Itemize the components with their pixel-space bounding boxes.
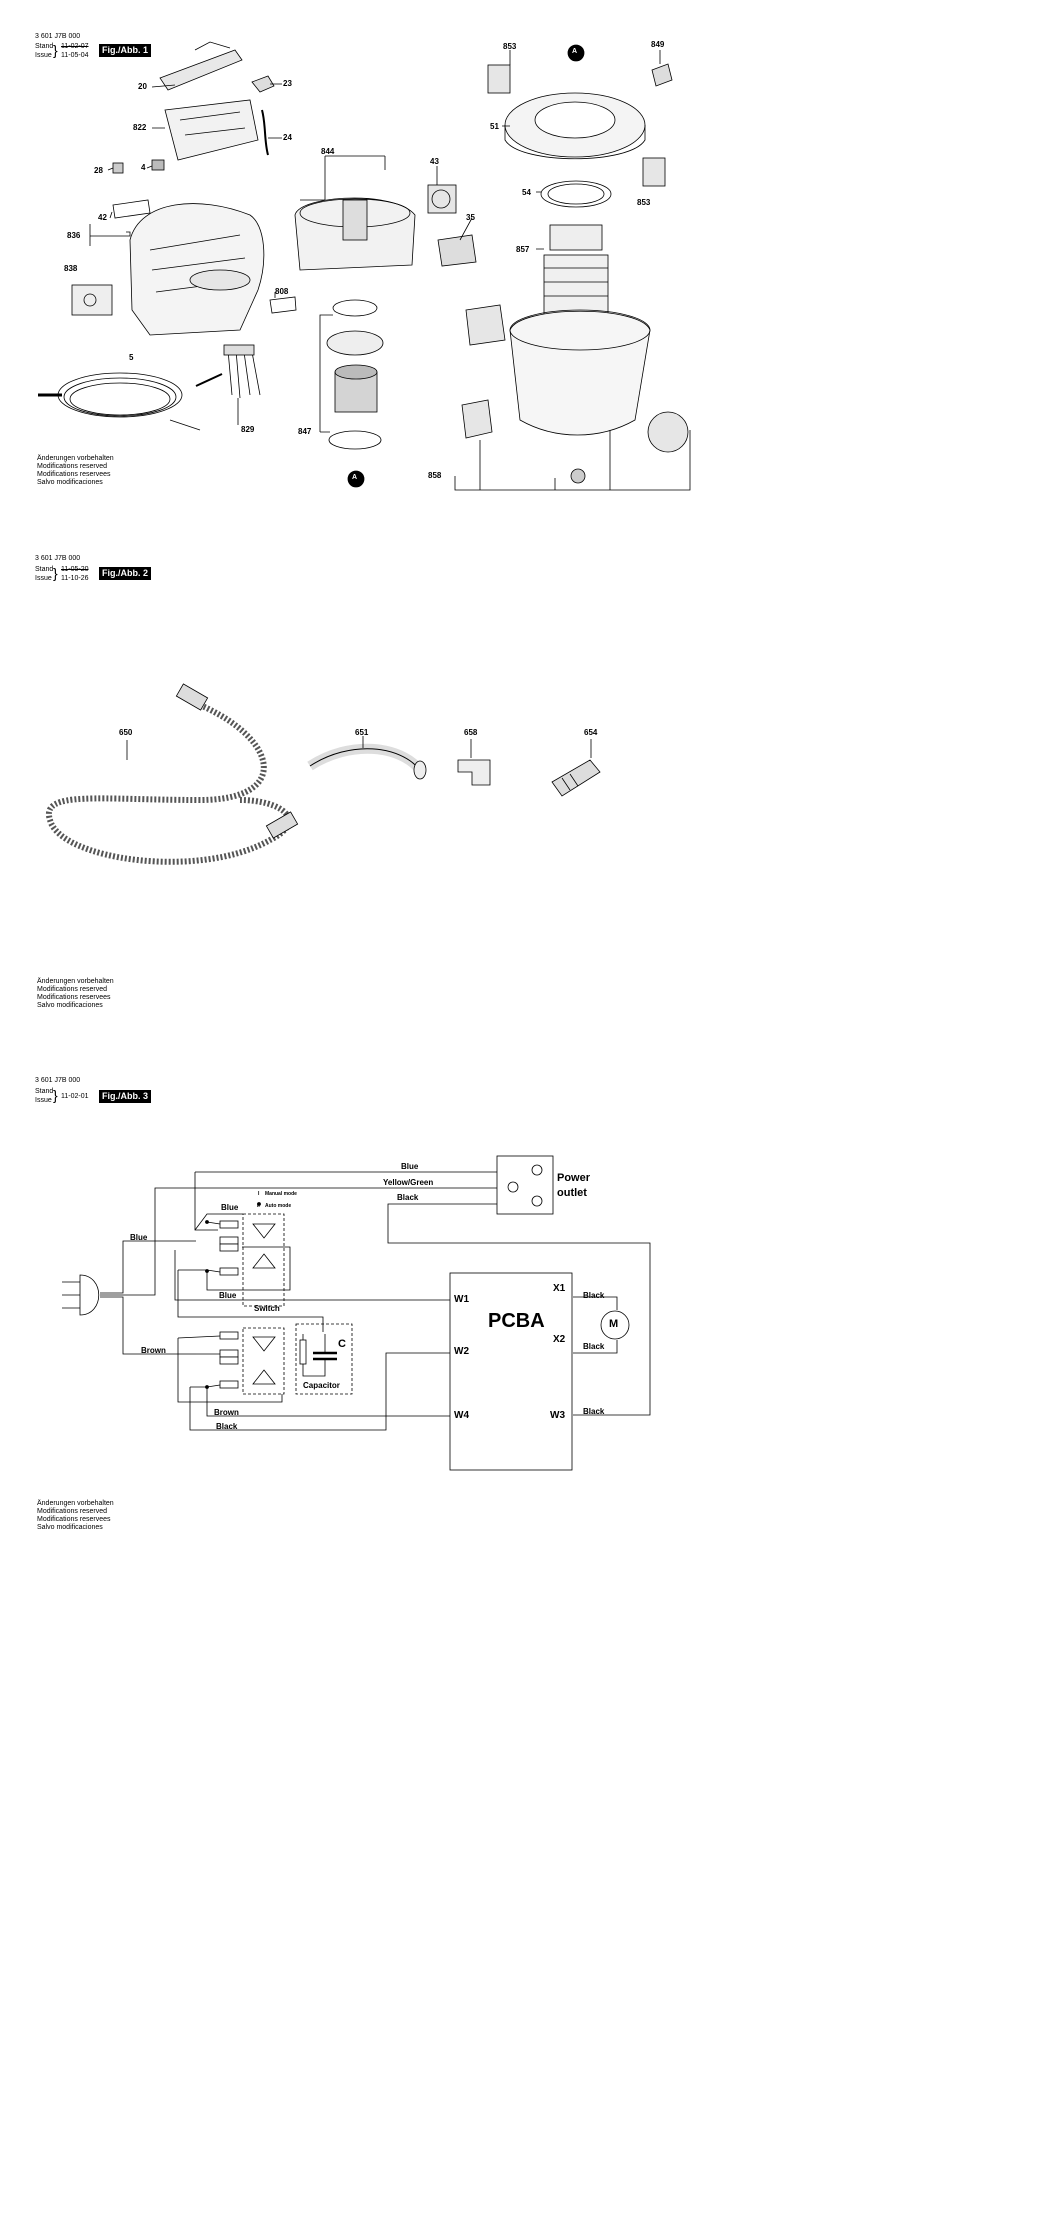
- part-number: 847: [298, 427, 312, 436]
- note-line: Modifications reserved: [37, 463, 108, 470]
- power-outlet-box: [497, 1156, 553, 1214]
- wire-label: Blue: [219, 1291, 237, 1300]
- part-number: 838: [64, 264, 78, 273]
- brace: }: [53, 565, 58, 581]
- fig-label: Fig./Abb. 3: [99, 1090, 151, 1103]
- switch-label: Switch: [254, 1304, 280, 1313]
- motor-label: M: [609, 1318, 619, 1330]
- brace: }: [53, 42, 58, 58]
- capacitor-letter: C: [338, 1338, 346, 1350]
- doc-code: 3 601 J7B 000: [35, 33, 81, 40]
- mode-label: Auto mode: [265, 1203, 292, 1209]
- issue-label: Issue: [35, 575, 52, 582]
- wire-label: Blue: [401, 1162, 419, 1171]
- clip-part: [458, 760, 490, 785]
- capacitor-label: Capacitor: [303, 1381, 340, 1390]
- wire-label: Yellow/Green: [383, 1178, 434, 1187]
- wire-label: Brown: [214, 1408, 239, 1417]
- power-outlet-label: outlet: [557, 1187, 587, 1199]
- pin-label: W3: [550, 1410, 565, 1421]
- issue-label: Issue: [35, 52, 52, 59]
- part-number: 650: [119, 728, 133, 737]
- pin-label: X1: [553, 1283, 566, 1294]
- fig-label: Fig./Abb. 1: [99, 44, 151, 57]
- part-number: 822: [133, 123, 147, 132]
- wire-label: Black: [216, 1422, 238, 1431]
- note-line: Modifications reservees: [37, 1516, 111, 1523]
- wire-label: Black: [583, 1291, 605, 1300]
- marker-a: A: [352, 474, 358, 481]
- issue-date: 11-10-26: [61, 575, 89, 582]
- power-outlet-label: Power: [557, 1172, 591, 1184]
- doc-code: 3 601 J7B 000: [35, 555, 81, 562]
- accessories-drawing: [0, 680, 744, 910]
- part-number: 829: [241, 425, 255, 434]
- hose-part: [49, 705, 289, 862]
- note-line: Salvo modificaciones: [37, 1524, 103, 1531]
- wire-label: Blue: [221, 1203, 239, 1212]
- stand-label: Stand: [35, 1088, 54, 1095]
- stand-label: Stand: [35, 43, 54, 50]
- pin-label: W1: [454, 1294, 469, 1305]
- handle-part: [160, 50, 242, 90]
- part-number: 654: [584, 728, 598, 737]
- part-number: 849: [651, 40, 665, 49]
- note-line: Änderungen vorbehalten: [37, 978, 114, 985]
- part-number: 836: [67, 231, 81, 240]
- mode-label: Manual mode: [265, 1191, 297, 1197]
- note-line: Salvo modificaciones: [37, 1002, 103, 1009]
- note-line: Salvo modificaciones: [37, 479, 103, 486]
- doc-code: 3 601 J7B 000: [35, 1077, 81, 1084]
- part-number: 658: [464, 728, 478, 737]
- fig-label: Fig./Abb. 2: [99, 567, 151, 580]
- brace: }: [53, 1087, 58, 1103]
- bend-pipe: [310, 749, 420, 770]
- part-number: 42: [98, 213, 107, 222]
- pin-label: W2: [454, 1346, 469, 1357]
- part-number: 857: [516, 245, 530, 254]
- part-number: 51: [490, 122, 499, 131]
- frame-part: [165, 100, 258, 160]
- wire-label: Black: [583, 1342, 605, 1351]
- note-line: Modifications reservees: [37, 994, 111, 1001]
- stand-date: 11-05-20: [61, 566, 89, 573]
- part-number: 20: [138, 82, 147, 91]
- part-number: 35: [466, 213, 475, 222]
- issue-label: Issue: [35, 1097, 52, 1104]
- part-number: 4: [141, 163, 146, 172]
- note-line: Änderungen vorbehalten: [37, 1500, 114, 1507]
- part-number: 853: [637, 198, 651, 207]
- part-number: 853: [503, 42, 517, 51]
- mode-numeral: I: [258, 1191, 260, 1197]
- part-number: 651: [355, 728, 369, 737]
- wire-label: Black: [397, 1193, 419, 1202]
- note-line: Änderungen vorbehalten: [37, 455, 114, 462]
- wire-label: Blue: [130, 1233, 148, 1242]
- stand-label: Stand: [35, 566, 54, 573]
- collection-tank: [510, 311, 650, 435]
- pcba-label: PCBA: [488, 1310, 545, 1332]
- part-number: 23: [283, 79, 292, 88]
- marker-a: A: [572, 48, 578, 55]
- plug-icon: [80, 1275, 99, 1315]
- part-number: 808: [275, 287, 289, 296]
- part-number: 28: [94, 166, 103, 175]
- part-number: 43: [430, 157, 439, 166]
- note-line: Modifications reserved: [37, 986, 108, 993]
- wire-label: Black: [583, 1407, 605, 1416]
- note-line: Modifications reservees: [37, 471, 111, 478]
- part-number: 5: [129, 353, 134, 362]
- power-cord-coil: [58, 373, 182, 417]
- part-number: 54: [522, 188, 531, 197]
- issue-date: 11-05-04: [61, 52, 89, 59]
- part-number: 844: [321, 147, 335, 156]
- stand-date: 11-02-07: [61, 43, 89, 50]
- pin-label: W4: [454, 1410, 469, 1421]
- adapter-part: [552, 760, 600, 796]
- note-line: Modifications reserved: [37, 1508, 108, 1515]
- motor-housing: [130, 204, 264, 335]
- wiring-diagram: [0, 1150, 744, 1480]
- mode-numeral: II: [257, 1203, 260, 1209]
- part-number: 24: [283, 133, 292, 142]
- issue-date: 11-02-01: [61, 1093, 89, 1100]
- pin-label: X2: [553, 1334, 566, 1345]
- part-number: 858: [428, 471, 442, 480]
- wire-label: Brown: [141, 1346, 166, 1355]
